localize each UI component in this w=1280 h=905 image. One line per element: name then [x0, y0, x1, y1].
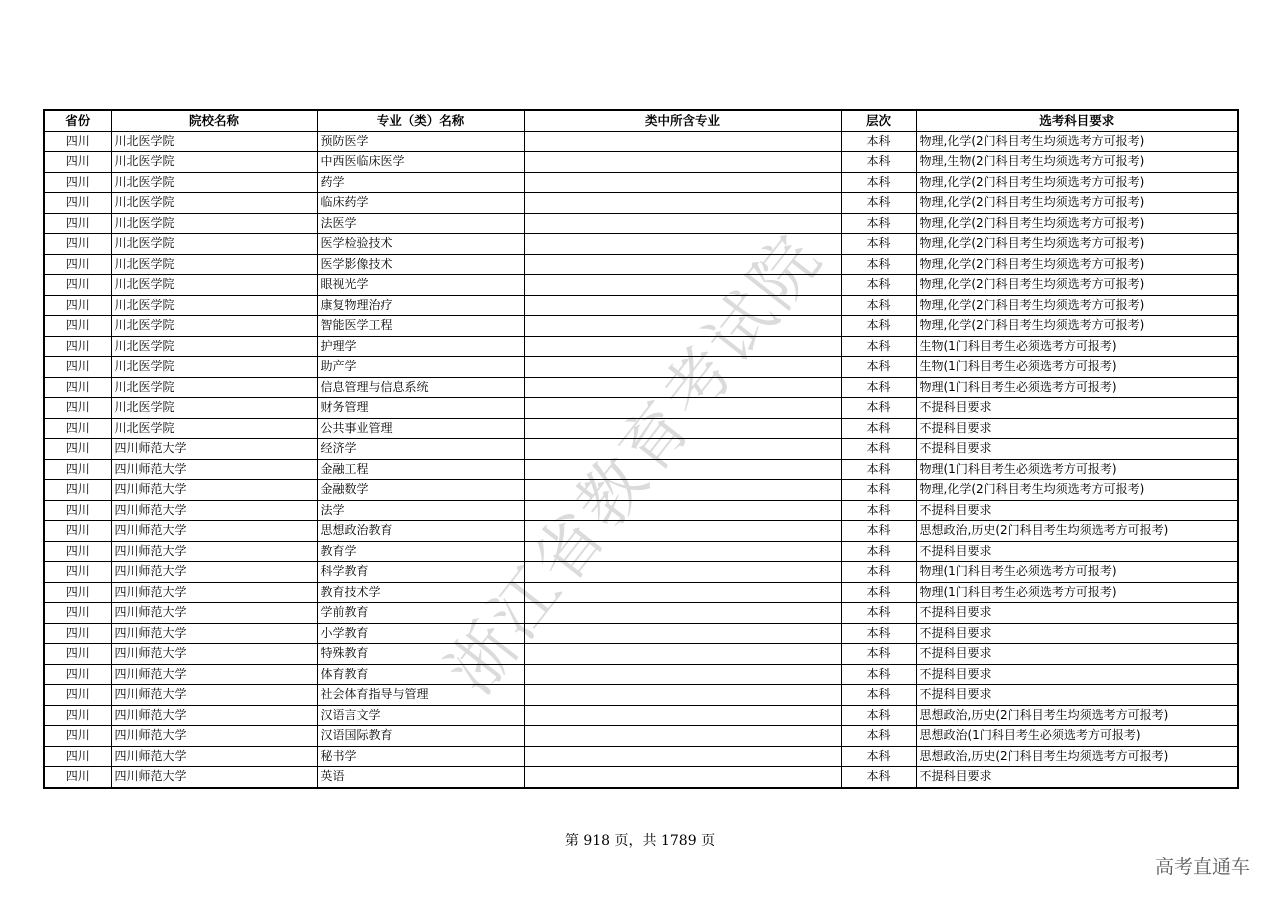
included-majors-cell — [524, 480, 841, 501]
province-cell: 四川 — [44, 726, 111, 747]
school-name-cell: 四川师范大学 — [111, 500, 317, 521]
province-cell: 四川 — [44, 685, 111, 706]
included-majors-cell — [524, 172, 841, 193]
province-cell: 四川 — [44, 603, 111, 624]
included-majors-cell — [524, 767, 841, 788]
province-cell: 四川 — [44, 418, 111, 439]
school-name-cell: 川北医学院 — [111, 213, 317, 234]
major-name-cell: 药学 — [317, 172, 524, 193]
included-majors-cell — [524, 500, 841, 521]
included-majors-cell — [524, 603, 841, 624]
table-row — [44, 398, 1238, 419]
major-name-cell: 临床药学 — [317, 193, 524, 214]
province-cell: 四川 — [44, 562, 111, 583]
subject-requirements-cell: 生物(1门科目考生必须选考方可报考) — [916, 357, 1238, 378]
level-cell: 本科 — [841, 398, 916, 419]
school-name-cell: 四川师范大学 — [111, 582, 317, 603]
table-row — [44, 336, 1238, 357]
level-cell: 本科 — [841, 357, 916, 378]
school-name-cell: 四川师范大学 — [111, 746, 317, 767]
level-cell: 本科 — [841, 521, 916, 542]
table-row — [44, 357, 1238, 378]
level-cell: 本科 — [841, 685, 916, 706]
table-row — [44, 726, 1238, 747]
table-row — [44, 275, 1238, 296]
level-cell: 本科 — [841, 767, 916, 788]
table-row — [44, 603, 1238, 624]
province-cell: 四川 — [44, 152, 111, 173]
major-name-cell: 经济学 — [317, 439, 524, 460]
major-name-cell: 智能医学工程 — [317, 316, 524, 337]
school-name-cell: 川北医学院 — [111, 398, 317, 419]
level-cell: 本科 — [841, 254, 916, 275]
table-row — [44, 480, 1238, 501]
header-subject-requirements: 选考科目要求 — [916, 110, 1238, 131]
school-name-cell: 川北医学院 — [111, 131, 317, 152]
subject-requirements-cell: 物理(1门科目考生必须选考方可报考) — [916, 377, 1238, 398]
table-row — [44, 152, 1238, 173]
subject-requirements-cell: 不提科目要求 — [916, 603, 1238, 624]
subject-requirements-cell: 不提科目要求 — [916, 398, 1238, 419]
province-cell: 四川 — [44, 275, 111, 296]
admission-requirements-table — [43, 109, 1239, 789]
school-name-cell: 四川师范大学 — [111, 705, 317, 726]
level-cell: 本科 — [841, 295, 916, 316]
subject-requirements-cell: 不提科目要求 — [916, 767, 1238, 788]
subject-requirements-cell: 不提科目要求 — [916, 623, 1238, 644]
table-row — [44, 521, 1238, 542]
level-cell: 本科 — [841, 439, 916, 460]
level-cell: 本科 — [841, 377, 916, 398]
major-name-cell: 财务管理 — [317, 398, 524, 419]
level-cell: 本科 — [841, 336, 916, 357]
header-level: 层次 — [841, 110, 916, 131]
subject-requirements-cell: 不提科目要求 — [916, 418, 1238, 439]
level-cell: 本科 — [841, 459, 916, 480]
subject-requirements-cell: 物理(1门科目考生必须选考方可报考) — [916, 459, 1238, 480]
level-cell: 本科 — [841, 582, 916, 603]
school-name-cell: 四川师范大学 — [111, 603, 317, 624]
included-majors-cell — [524, 521, 841, 542]
school-name-cell: 川北医学院 — [111, 377, 317, 398]
province-cell: 四川 — [44, 439, 111, 460]
school-name-cell: 四川师范大学 — [111, 767, 317, 788]
table-row — [44, 582, 1238, 603]
included-majors-cell — [524, 213, 841, 234]
major-name-cell: 金融工程 — [317, 459, 524, 480]
included-majors-cell — [524, 316, 841, 337]
included-majors-cell — [524, 459, 841, 480]
major-name-cell: 法医学 — [317, 213, 524, 234]
included-majors-cell — [524, 254, 841, 275]
school-name-cell: 川北医学院 — [111, 357, 317, 378]
level-cell: 本科 — [841, 603, 916, 624]
subject-requirements-cell: 不提科目要求 — [916, 500, 1238, 521]
major-name-cell: 英语 — [317, 767, 524, 788]
province-cell: 四川 — [44, 521, 111, 542]
included-majors-cell — [524, 234, 841, 255]
province-cell: 四川 — [44, 623, 111, 644]
level-cell: 本科 — [841, 234, 916, 255]
province-cell: 四川 — [44, 295, 111, 316]
table-row — [44, 131, 1238, 152]
school-name-cell: 四川师范大学 — [111, 726, 317, 747]
level-cell: 本科 — [841, 541, 916, 562]
school-name-cell: 四川师范大学 — [111, 623, 317, 644]
header-included-majors: 类中所含专业 — [524, 110, 841, 131]
subject-requirements-cell: 不提科目要求 — [916, 644, 1238, 665]
major-name-cell: 助产学 — [317, 357, 524, 378]
subject-requirements-cell: 不提科目要求 — [916, 685, 1238, 706]
province-cell: 四川 — [44, 254, 111, 275]
major-name-cell: 医学影像技术 — [317, 254, 524, 275]
school-name-cell: 川北医学院 — [111, 254, 317, 275]
province-cell: 四川 — [44, 644, 111, 665]
level-cell: 本科 — [841, 213, 916, 234]
table-row — [44, 172, 1238, 193]
table-row — [44, 500, 1238, 521]
level-cell: 本科 — [841, 746, 916, 767]
major-name-cell: 学前教育 — [317, 603, 524, 624]
subject-requirements-cell: 物理(1门科目考生必须选考方可报考) — [916, 582, 1238, 603]
subject-requirements-cell: 物理,化学(2门科目考生均须选考方可报考) — [916, 316, 1238, 337]
school-name-cell: 四川师范大学 — [111, 541, 317, 562]
major-name-cell: 眼视光学 — [317, 275, 524, 296]
table-row — [44, 541, 1238, 562]
table-row — [44, 193, 1238, 214]
major-name-cell: 预防医学 — [317, 131, 524, 152]
table-row — [44, 685, 1238, 706]
province-cell: 四川 — [44, 213, 111, 234]
included-majors-cell — [524, 131, 841, 152]
brand-watermark: 高考直通车 — [1154, 856, 1250, 878]
province-cell: 四川 — [44, 500, 111, 521]
page-number: 第 918 页，共 1789 页 — [564, 833, 716, 849]
level-cell: 本科 — [841, 131, 916, 152]
table-row — [44, 746, 1238, 767]
major-name-cell: 汉语国际教育 — [317, 726, 524, 747]
subject-requirements-cell: 物理,化学(2门科目考生均须选考方可报考) — [916, 254, 1238, 275]
included-majors-cell — [524, 746, 841, 767]
major-name-cell: 中西医临床医学 — [317, 152, 524, 173]
included-majors-cell — [524, 623, 841, 644]
school-name-cell: 四川师范大学 — [111, 644, 317, 665]
major-name-cell: 法学 — [317, 500, 524, 521]
level-cell: 本科 — [841, 480, 916, 501]
subject-requirements-cell: 物理,化学(2门科目考生均须选考方可报考) — [916, 295, 1238, 316]
subject-requirements-cell: 思想政治,历史(2门科目考生均须选考方可报考) — [916, 705, 1238, 726]
table-row — [44, 377, 1238, 398]
level-cell: 本科 — [841, 275, 916, 296]
school-name-cell: 四川师范大学 — [111, 480, 317, 501]
included-majors-cell — [524, 193, 841, 214]
school-name-cell: 四川师范大学 — [111, 439, 317, 460]
province-cell: 四川 — [44, 705, 111, 726]
province-cell: 四川 — [44, 336, 111, 357]
subject-requirements-cell: 物理,化学(2门科目考生均须选考方可报考) — [916, 234, 1238, 255]
major-name-cell: 教育技术学 — [317, 582, 524, 603]
level-cell: 本科 — [841, 562, 916, 583]
included-majors-cell — [524, 275, 841, 296]
included-majors-cell — [524, 541, 841, 562]
watermark: 浙江省教育考试院 — [432, 219, 838, 709]
major-name-cell: 教育学 — [317, 541, 524, 562]
school-name-cell: 川北医学院 — [111, 336, 317, 357]
province-cell: 四川 — [44, 316, 111, 337]
school-name-cell: 四川师范大学 — [111, 664, 317, 685]
subject-requirements-cell: 不提科目要求 — [916, 664, 1238, 685]
table-row — [44, 254, 1238, 275]
table-row — [44, 439, 1238, 460]
school-name-cell: 川北医学院 — [111, 172, 317, 193]
major-name-cell: 汉语言文学 — [317, 705, 524, 726]
subject-requirements-cell: 物理,化学(2门科目考生均须选考方可报考) — [916, 193, 1238, 214]
major-name-cell: 金融数学 — [317, 480, 524, 501]
level-cell: 本科 — [841, 418, 916, 439]
school-name-cell: 四川师范大学 — [111, 521, 317, 542]
subject-requirements-cell: 物理,化学(2门科目考生均须选考方可报考) — [916, 213, 1238, 234]
header-school-name: 院校名称 — [111, 110, 317, 131]
subject-requirements-cell: 物理,化学(2门科目考生均须选考方可报考) — [916, 172, 1238, 193]
school-name-cell: 四川师范大学 — [111, 459, 317, 480]
level-cell: 本科 — [841, 152, 916, 173]
major-name-cell: 科学教育 — [317, 562, 524, 583]
school-name-cell: 川北医学院 — [111, 418, 317, 439]
major-name-cell: 康复物理治疗 — [317, 295, 524, 316]
province-cell: 四川 — [44, 582, 111, 603]
included-majors-cell — [524, 377, 841, 398]
major-name-cell: 特殊教育 — [317, 644, 524, 665]
school-name-cell: 川北医学院 — [111, 295, 317, 316]
subject-requirements-cell: 物理,化学(2门科目考生均须选考方可报考) — [916, 480, 1238, 501]
table-row — [44, 767, 1238, 788]
table-body — [44, 131, 1238, 788]
included-majors-cell — [524, 562, 841, 583]
province-cell: 四川 — [44, 746, 111, 767]
subject-requirements-cell: 物理(1门科目考生必须选考方可报考) — [916, 562, 1238, 583]
header-major-name: 专业（类）名称 — [317, 110, 524, 131]
table-row — [44, 562, 1238, 583]
province-cell: 四川 — [44, 234, 111, 255]
province-cell: 四川 — [44, 541, 111, 562]
level-cell: 本科 — [841, 193, 916, 214]
table-row — [44, 664, 1238, 685]
subject-requirements-cell: 思想政治(1门科目考生必须选考方可报考) — [916, 726, 1238, 747]
major-name-cell: 信息管理与信息系统 — [317, 377, 524, 398]
table-row — [44, 213, 1238, 234]
included-majors-cell — [524, 398, 841, 419]
subject-requirements-cell: 不提科目要求 — [916, 541, 1238, 562]
school-name-cell: 四川师范大学 — [111, 562, 317, 583]
table-row — [44, 644, 1238, 665]
subject-requirements-cell: 思想政治,历史(2门科目考生均须选考方可报考) — [916, 746, 1238, 767]
school-name-cell: 川北医学院 — [111, 234, 317, 255]
province-cell: 四川 — [44, 357, 111, 378]
major-name-cell: 思想政治教育 — [317, 521, 524, 542]
province-cell: 四川 — [44, 664, 111, 685]
province-cell: 四川 — [44, 131, 111, 152]
major-name-cell: 小学教育 — [317, 623, 524, 644]
level-cell: 本科 — [841, 644, 916, 665]
school-name-cell: 川北医学院 — [111, 316, 317, 337]
school-name-cell: 川北医学院 — [111, 193, 317, 214]
table-row — [44, 418, 1238, 439]
subject-requirements-cell: 不提科目要求 — [916, 439, 1238, 460]
subject-requirements-cell: 思想政治,历史(2门科目考生均须选考方可报考) — [916, 521, 1238, 542]
included-majors-cell — [524, 418, 841, 439]
level-cell: 本科 — [841, 664, 916, 685]
included-majors-cell — [524, 336, 841, 357]
table-row — [44, 705, 1238, 726]
subject-requirements-cell: 物理,化学(2门科目考生均须选考方可报考) — [916, 275, 1238, 296]
included-majors-cell — [524, 295, 841, 316]
subject-requirements-cell: 生物(1门科目考生必须选考方可报考) — [916, 336, 1238, 357]
province-cell: 四川 — [44, 767, 111, 788]
school-name-cell: 川北医学院 — [111, 275, 317, 296]
level-cell: 本科 — [841, 172, 916, 193]
table-row — [44, 234, 1238, 255]
included-majors-cell — [524, 439, 841, 460]
included-majors-cell — [524, 705, 841, 726]
included-majors-cell — [524, 726, 841, 747]
level-cell: 本科 — [841, 623, 916, 644]
included-majors-cell — [524, 644, 841, 665]
major-name-cell: 秘书学 — [317, 746, 524, 767]
table-row — [44, 623, 1238, 644]
major-name-cell: 护理学 — [317, 336, 524, 357]
school-name-cell: 川北医学院 — [111, 152, 317, 173]
level-cell: 本科 — [841, 316, 916, 337]
level-cell: 本科 — [841, 705, 916, 726]
level-cell: 本科 — [841, 500, 916, 521]
table-row — [44, 295, 1238, 316]
major-name-cell: 体育教育 — [317, 664, 524, 685]
province-cell: 四川 — [44, 377, 111, 398]
table-row — [44, 316, 1238, 337]
province-cell: 四川 — [44, 480, 111, 501]
school-name-cell: 四川师范大学 — [111, 685, 317, 706]
province-cell: 四川 — [44, 398, 111, 419]
included-majors-cell — [524, 582, 841, 603]
subject-requirements-cell: 物理,生物(2门科目考生均须选考方可报考) — [916, 152, 1238, 173]
province-cell: 四川 — [44, 172, 111, 193]
province-cell: 四川 — [44, 459, 111, 480]
table-row — [44, 459, 1238, 480]
subject-requirements-cell: 物理,化学(2门科目考生均须选考方可报考) — [916, 131, 1238, 152]
level-cell: 本科 — [841, 726, 916, 747]
included-majors-cell — [524, 664, 841, 685]
major-name-cell: 社会体育指导与管理 — [317, 685, 524, 706]
header-province: 省份 — [44, 110, 111, 131]
table-header-row — [44, 110, 1238, 131]
included-majors-cell — [524, 152, 841, 173]
major-name-cell: 公共事业管理 — [317, 418, 524, 439]
included-majors-cell — [524, 357, 841, 378]
major-name-cell: 医学检验技术 — [317, 234, 524, 255]
included-majors-cell — [524, 685, 841, 706]
province-cell: 四川 — [44, 193, 111, 214]
